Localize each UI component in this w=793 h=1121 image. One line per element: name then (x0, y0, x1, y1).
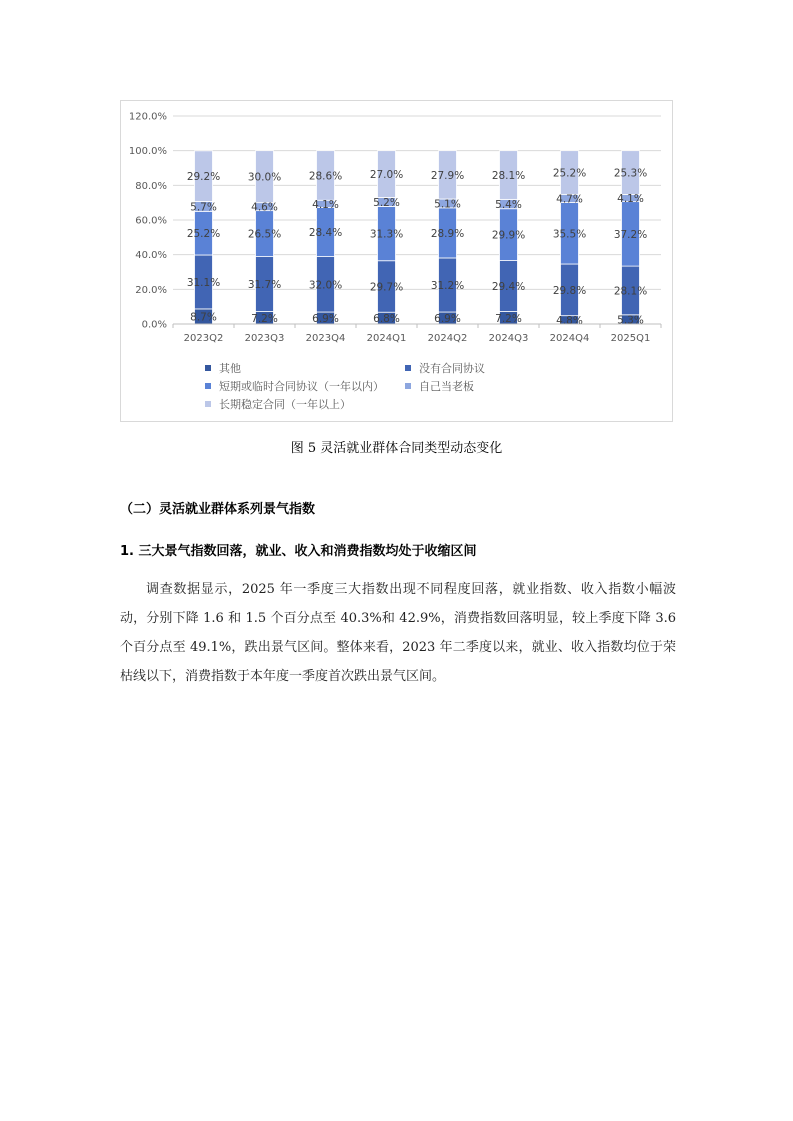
y-tick-label: 0.0% (141, 319, 167, 331)
data-label: 4.1% (617, 193, 644, 206)
data-label: 29.7% (369, 281, 404, 294)
data-label: 25.2% (186, 228, 221, 241)
data-label: 4.8% (556, 314, 583, 327)
x-tick-label: 2024Q4 (549, 333, 590, 344)
x-tick-label: 2023Q3 (244, 333, 285, 344)
legend-item-self-employed (405, 378, 605, 394)
data-label: 28.9% (430, 227, 465, 240)
sub-heading: 1. 三大景气指数回落，就业、收入和消费指数均处于收缩区间 (120, 544, 477, 559)
data-label: 29.8% (552, 284, 587, 297)
x-tick-label: 2024Q1 (366, 333, 407, 344)
x-tick-label: 2024Q3 (488, 333, 529, 344)
y-tick-label: 20.0% (135, 284, 167, 296)
data-label: 6.9% (312, 313, 339, 326)
x-tick-label: 2023Q4 (305, 333, 346, 344)
chart-legend (205, 359, 625, 413)
data-label: 31.1% (186, 276, 221, 289)
legend-swatch-short-term (205, 383, 211, 389)
data-label: 28.1% (613, 285, 648, 298)
data-label: 25.3% (613, 167, 648, 180)
data-label: 37.2% (613, 228, 648, 241)
data-label: 27.9% (430, 169, 465, 182)
data-label: 5.4% (495, 199, 522, 212)
legend-item-no-contract (405, 360, 605, 376)
data-label: 28.4% (308, 226, 343, 239)
legend-label-long-term: 长期稳定合同（一年以上） (219, 398, 351, 411)
data-label: 5.1% (434, 198, 461, 211)
data-label: 30.0% (247, 171, 282, 184)
data-label: 26.5% (247, 228, 282, 241)
data-label: 28.6% (308, 170, 343, 183)
data-label: 8.7% (190, 311, 217, 324)
legend-label-short-term: 短期或临时合同协议（一年以内） (219, 380, 384, 393)
data-label: 29.4% (491, 281, 526, 294)
data-label: 31.3% (369, 228, 404, 241)
data-label: 31.2% (430, 280, 465, 292)
data-label: 7.2% (495, 312, 522, 325)
data-label: 4.7% (556, 193, 583, 206)
data-label: 5.3% (617, 314, 644, 327)
legend-swatch-long-term (205, 401, 211, 407)
data-label: 4.6% (251, 201, 278, 214)
data-label: 6.9% (434, 313, 461, 326)
y-tick-label: 100.0% (128, 146, 167, 158)
data-label: 5.7% (190, 201, 217, 214)
legend-label-self-employed: 自己当老板 (419, 380, 474, 393)
y-tick-label: 120.0% (128, 111, 167, 123)
data-label: 7.2% (251, 312, 278, 325)
legend-item-other (205, 360, 405, 376)
data-label: 35.5% (552, 228, 587, 241)
legend-label-no-contract: 没有合同协议 (419, 362, 485, 375)
body-paragraph: 调查数据显示，2025 年一季度三大指数出现不同程度回落，就业指数、收入指数小幅波动，分别下降 1.6 和 1.5 个百分点至 40.3%和 42.9%，消费指数回落明显，较上季度下降 3.6 个百分点至 49.1%，跌出景气区间。整体来看，2023 年二季度以来，就业、收入指数均位于荣枯线以下，消费指数于本年度一季度首次跌出景气区间。 (120, 582, 676, 684)
x-tick-label: 2023Q2 (183, 333, 224, 344)
chart-container (120, 100, 673, 422)
data-label: 32.0% (308, 279, 343, 292)
y-tick-label: 40.0% (135, 250, 167, 262)
x-tick-label: 2024Q2 (427, 333, 468, 344)
data-label: 29.9% (491, 229, 526, 242)
data-label: 27.0% (369, 169, 404, 182)
y-tick-label: 80.0% (135, 180, 167, 192)
data-label: 29.2% (186, 171, 221, 184)
data-label: 4.1% (312, 198, 339, 211)
x-tick-label: 2025Q1 (610, 333, 651, 344)
y-tick-label: 60.0% (135, 215, 167, 227)
data-label: 6.8% (373, 313, 400, 326)
data-label: 25.2% (552, 167, 587, 180)
legend-item-long-term (205, 396, 405, 412)
data-label: 31.7% (247, 279, 282, 292)
legend-swatch-no-contract (405, 365, 411, 371)
section-heading: （二）灵活就业群体系列景气指数 (120, 502, 316, 517)
legend-label-other: 其他 (219, 362, 241, 375)
legend-swatch-self-employed (405, 383, 411, 389)
legend-swatch-other (205, 365, 211, 371)
data-label: 5.2% (373, 196, 400, 209)
figure-caption: 图 5 灵活就业群体合同类型动态变化 (290, 441, 503, 456)
legend-item-short-term (205, 378, 405, 394)
data-label: 28.1% (491, 170, 526, 183)
